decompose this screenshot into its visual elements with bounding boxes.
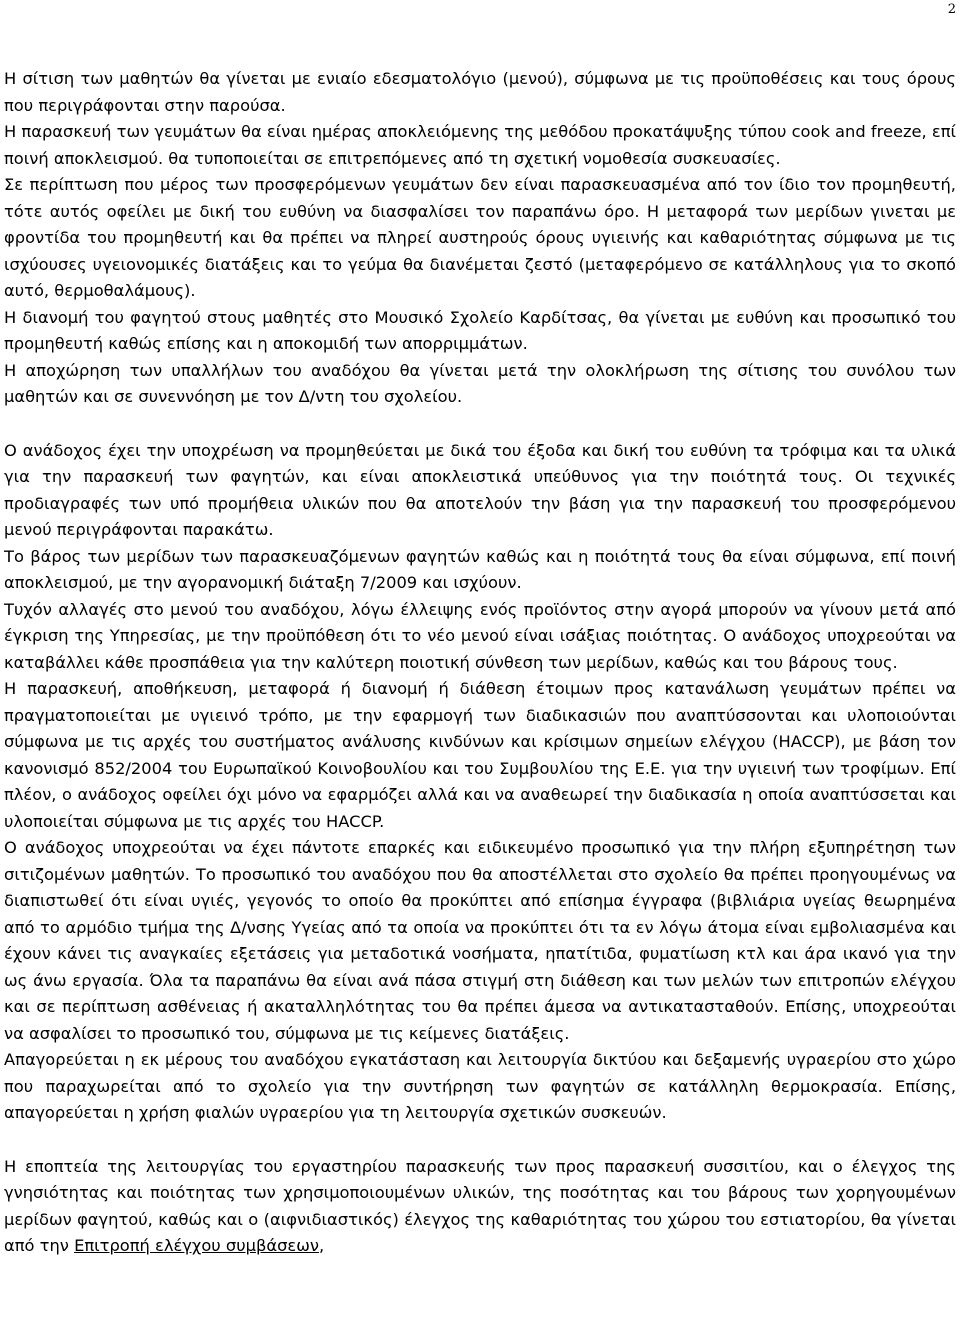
page-number: 2 — [947, 2, 956, 17]
paragraph: Η σίτιση των μαθητών θα γίνεται με ενιαίο εδεσματολόγιο (μενού), σύμφωνα με τις προϋποθέσεις και τους όρους που περιγράφονται στην παρούσα. — [4, 69, 956, 115]
paragraph: Η διανομή του φαγητού στους μαθητές στο Μουσικό Σχολείο Καρδίτσας, θα γίνεται με ευθύνη και προσωπικό του προμηθευτή καθώς επίσης και η αποκομιδή των απορριμμάτων. — [4, 307, 956, 353]
document-body — [4, 66, 956, 1260]
paragraph: Ο ανάδοχος υποχρεούται να έχει πάντοτε επαρκές και ειδικευμένο προσωπικό για την πλήρη εξυπηρέτηση των σιτιζομένων μαθητών. Το προσωπικό του αναδόχου που θα αποστέλλεται στο σχολείο θα πρέπει προηγουμένως να διαπιστωθεί ότι είναι υγιές, γεγονός το οποίο θα προκύπτει από επίσημα έγγραφα (βιβλιάρια υγείας θεωρημένα από το αρμόδιο τμήμα της Δ/νσης Υγείας από τα οποία να προκύπτει ότι τα εν λόγω άτομα είναι εμβολιασμένα και έχουν κάνει τις αναγκαίες εξετάσεις για μεταδοτικά νοσήματα, ηπατίτιδα, φυματίωση κτλ και άρα ικανό για την ως άνω εργασία. Όλα τα παραπάνω θα είναι ανά πάσα στιγμή στη διάθεση και των μελών των επιτροπών ελέγχου και σε περίπτωση ασθένειας ή ακαταλληλότητας του θα πρέπει άμεσα να αντικατασταθούν. Επίσης, υποχρεούται να ασφαλίσει το προσωπικό του, σύμφωνα με τις κείμενες διατάξεις. — [4, 838, 956, 1043]
underlined-link-text: Επιτροπή ελέγχου συμβάσεων — [74, 1236, 319, 1255]
paragraph: Η παρασκευή των γευμάτων θα είναι ημέρας αποκλειόμενης της μεθόδου προκατάψυξης τύπου cook and freeze, επί ποινή αποκλεισμού. θα τυποποιείται σε επιτρεπόμενες από τη σχετική νομοθεσία συσκευασίες. — [4, 122, 956, 168]
paragraph: Ο ανάδοχος έχει την υποχρέωση να προμηθεύεται με δικά του έξοδα και δική του ευθύνη τα τρόφιμα και τα υλικά για την παρασκευή των φαγητών, και είναι αποκλειστικά υπεύθυνος για την ποιότητά τους. Οι τεχνικές προδιαγραφές των υπό προμήθεια υλικών που θα αποτελούν την βάση για την παρασκευή του προσφερόμενου μενού περιγράφονται παρακάτω. — [4, 440, 956, 539]
paragraph-text: Η εποπτεία της λειτουργίας του εργαστηρίου παρασκευής των προς παρασκευή συσσιτίου, και ο έλεγχος της γνησιότητας και ποιότητας των χρησιμοποιουμένων υλικών, της ποσότητας και του βάρους των χορηγουμένων μερίδων φαγητού, καθώς και ο (αιφνιδιαστικός) έλεγχος της καθαριότητας του χώρου του εστιατορίου, θα γίνεται από την — [4, 1156, 956, 1255]
paragraph: Σε περίπτωση που μέρος των προσφερόμενων γευμάτων δεν είναι παρασκευασμένα από τον ίδιο τον προμηθευτή, τότε αυτός οφείλει με δική του ευθύνη να διασφαλίσει τον παραπάνω όρο. Η μεταφορά των μερίδων γινεται με φροντίδα του προμηθευτή και θα πρέπει να πληρεί αυστηρούς όρους υγιεινής και καθαριότητας σύμφωνα με τις ισχύουσες υγειονομικές διατάξεις και το γεύμα θα διανέμεται ζεστό (μεταφερόμενο σε κατάλληλους για το σκοπό αυτό, θερμοθαλάμους). — [4, 175, 956, 300]
paragraph: Τυχόν αλλαγές στο μενού του αναδόχου, λόγω έλλειψης ενός προϊόντος στην αγορά μπορούν να γίνουν μετά από έγκριση της Υπηρεσίας, με την προϋπόθεση ότι το νέο μενού είναι ισάξιας ποιότητας. Ο ανάδοχος υποχρεούται να καταβάλλει κάθε προσπάθεια για την καλύτερη ποιοτική σύνθεση των μερίδων, καθώς και του βάρους τους. — [4, 599, 956, 672]
paragraph-tail: , — [318, 1236, 325, 1255]
paragraph: Η παρασκευή, αποθήκευση, μεταφορά ή διανομή ή διάθεση έτοιμων προς κατανάλωση γευμάτων πρέπει να πραγματοποιείται με υγιεινό τρόπο, με την εφαρμογή των διαδικασιών που αναπτύσσονται και υλοποιούνται σύμφωνα με τις αρχές του συστήματος ανάλυσης κινδύνων και κρίσιμων σημείων ελέγχου (HACCP), με βάση τον κανονισμό 852/2004 του Ευρωπαϊκού Κοινοβουλίου και του Συμβουλίου της Ε.Ε. για την υγιεινή των τροφίμων. Επί πλέον, ο ανάδοχος οφείλει όχι μόνο να εφαρμόζει αλλά και να αναθεωρεί την διαδικασία η οποία αναπτύσσεται και υλοποιείται σύμφωνα με τις αρχές του HACCP. — [4, 679, 956, 831]
paragraph-last — [4, 1154, 956, 1260]
paragraph: Το βάρος των μερίδων των παρασκευαζόμενων φαγητών καθώς και η ποιότητά τους θα είναι σύμφωνα, επί ποινή αποκλεισμού, με την αγορανομική διάταξη 7/2009 και ισχύουν. — [4, 546, 956, 592]
paragraph: Απαγορεύεται η εκ μέρους του αναδόχου εγκατάσταση και λειτουργία δικτύου και δεξαμενής υγραερίου στο χώρο που παραχωρείται από το σχολείο για την συντήρηση των φαγητών σε κατάλληλη θερμοκρασία. Επίσης, απαγορεύεται η χρήση φιαλών υγραερίου για τη λειτουργία σχετικών συσκευών. — [4, 1050, 956, 1122]
paragraph: Η αποχώρηση των υπαλλήλων του αναδόχου θα γίνεται μετά την ολοκλήρωση της σίτισης του συνόλου των μαθητών και σε συνεννόηση με τον Δ/ντη του σχολείου. — [4, 360, 956, 406]
